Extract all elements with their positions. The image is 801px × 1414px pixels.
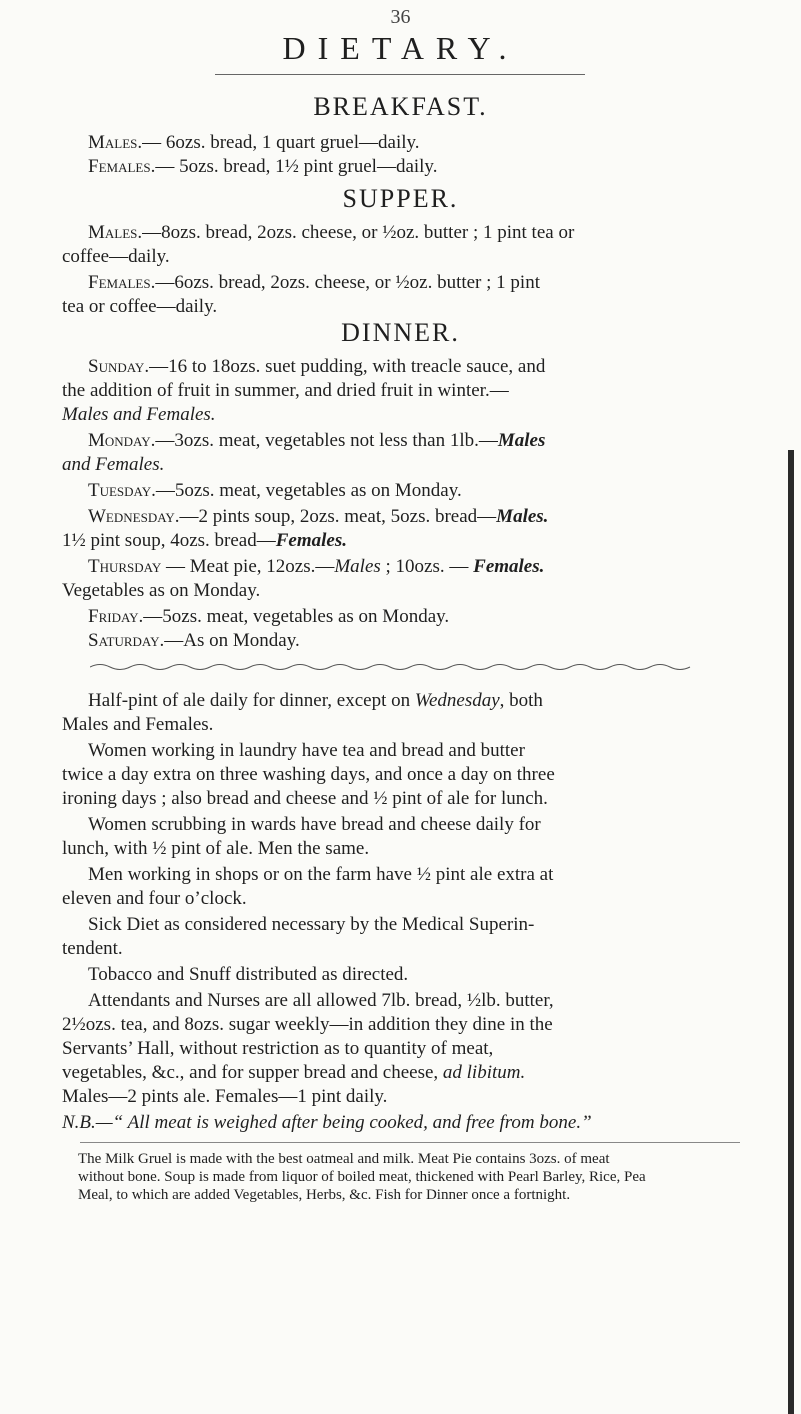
dinner-thursday-cont: Vegetables as on Monday. bbox=[62, 580, 261, 601]
page-title: DIETARY. bbox=[282, 30, 519, 66]
page-number: 36 bbox=[390, 6, 411, 28]
shops-note-cont: eleven and four o’clock. bbox=[62, 888, 247, 909]
emphasis: Males. bbox=[496, 506, 549, 527]
dinner-thursday bbox=[88, 556, 752, 578]
supper-males bbox=[88, 222, 752, 244]
sick-note-cont: tendent. bbox=[62, 938, 123, 959]
ale-note-cont: Males and Females. bbox=[62, 714, 214, 735]
supper-females bbox=[88, 272, 752, 294]
tobacco-note: Tobacco and Snuff distributed as directed. bbox=[88, 964, 409, 985]
text: 1½ pint soup, 4ozs. bread— bbox=[62, 530, 276, 551]
dinner-wednesday bbox=[88, 506, 752, 528]
breakfast-males bbox=[88, 132, 752, 154]
supper-males-cont: coffee—daily. bbox=[62, 246, 170, 267]
dinner-monday bbox=[88, 430, 752, 452]
binding-edge bbox=[788, 450, 794, 1414]
text: —5ozs. meat, vegetables as on Monday. bbox=[155, 480, 462, 501]
dinner-heading: DINNER. bbox=[341, 318, 460, 347]
attendants-note: Attendants and Nurses are all allowed 7lb. bread, ½lb. butter, bbox=[88, 990, 554, 1011]
text: —8ozs. bread, 2ozs. cheese, or ½oz. butter ; 1 pint tea or bbox=[142, 222, 575, 243]
text: —2 pints soup, 2ozs. meat, 5ozs. bread— bbox=[179, 506, 497, 527]
attendants-note-cont4: Males—2 pints ale. Females—1 pint daily. bbox=[62, 1086, 388, 1107]
laundry-note-cont2: ironing days ; also bread and cheese and ½ pint of ale for lunch. bbox=[62, 788, 548, 809]
emphasis: ad libitum. bbox=[442, 1062, 526, 1083]
shops-note: Men working in shops or on the farm have ½ pint ale extra at bbox=[88, 864, 554, 885]
label: Saturday. bbox=[88, 630, 165, 651]
wards-note-cont: lunch, with ½ pint of ale. Men the same. bbox=[62, 838, 370, 859]
text: —16 to 18ozs. suet pudding, with treacle sauce, and bbox=[149, 356, 546, 377]
dinner-sunday-cont2: Males and Females. bbox=[62, 404, 216, 425]
label: Wednesday. bbox=[88, 506, 180, 527]
label: Monday. bbox=[88, 430, 156, 451]
attendants-note-cont3 bbox=[62, 1062, 752, 1084]
emphasis: Females. bbox=[473, 556, 545, 577]
dinner-saturday bbox=[88, 630, 752, 652]
text: —As on Monday. bbox=[164, 630, 300, 651]
nb-note: N.B.—“ All meat is weighed after being cooked, and free from bone.” bbox=[62, 1112, 592, 1133]
footnote-line: The Milk Gruel is made with the best oatmeal and milk. Meat Pie contains 3ozs. of meat bbox=[78, 1151, 610, 1167]
text: ; 10ozs. — bbox=[380, 556, 474, 577]
wards-note: Women scrubbing in wards have bread and cheese daily for bbox=[88, 814, 541, 835]
emphasis: Females. bbox=[275, 530, 347, 551]
emphasis: Males bbox=[497, 430, 546, 451]
label: Tuesday. bbox=[88, 480, 156, 501]
label: Sunday. bbox=[88, 356, 150, 377]
supper-heading: SUPPER. bbox=[342, 184, 459, 213]
label: Thursday bbox=[88, 556, 162, 577]
ale-note bbox=[88, 690, 752, 712]
text: —6ozs. bread, 2ozs. cheese, or ½oz. butter ; 1 pint bbox=[155, 272, 540, 293]
label: Friday. bbox=[88, 606, 144, 627]
text: — 6ozs. bread, 1 quart gruel—daily. bbox=[142, 132, 420, 153]
footnote-rule bbox=[80, 1142, 740, 1143]
emphasis: Wednesday bbox=[414, 690, 500, 711]
footnote-line: Meal, to which are added Vegetables, Herbs, &c. Fish for Dinner once a fortnight. bbox=[78, 1187, 571, 1203]
dinner-sunday-cont: the addition of fruit in summer, and dried fruit in winter.— bbox=[62, 380, 509, 401]
title-rule bbox=[215, 74, 585, 75]
dinner-monday-cont: and Females. bbox=[62, 454, 165, 475]
wavy-divider bbox=[90, 662, 700, 672]
text: vegetables, &c., and for supper bread and cheese, bbox=[62, 1062, 443, 1083]
footnote-line: without bone. Soup is made from liquor of boiled meat, thickened with Pearl Barley, Rice, Pea bbox=[78, 1169, 646, 1185]
label: Females. bbox=[88, 156, 156, 177]
text: —5ozs. meat, vegetables as on Monday. bbox=[143, 606, 450, 627]
text: , both bbox=[499, 690, 543, 711]
attendants-note-cont2: Servants’ Hall, without restriction as to quantity of meat, bbox=[62, 1038, 494, 1059]
attendants-note-cont: 2½ozs. tea, and 8ozs. sugar weekly—in addition they dine in the bbox=[62, 1014, 553, 1035]
laundry-note-cont: twice a day extra on three washing days, and once a day on three bbox=[62, 764, 555, 785]
label: Males. bbox=[88, 132, 143, 153]
text: —3ozs. meat, vegetables not less than 1lb.— bbox=[155, 430, 498, 451]
laundry-note: Women working in laundry have tea and bread and butter bbox=[88, 740, 525, 761]
label: Females. bbox=[88, 272, 156, 293]
text: — Meat pie, 12ozs.— bbox=[161, 556, 335, 577]
breakfast-heading: BREAKFAST. bbox=[313, 92, 488, 121]
emphasis: Males bbox=[334, 556, 381, 577]
dinner-tuesday bbox=[88, 480, 752, 502]
breakfast-females bbox=[88, 156, 752, 178]
label: Males. bbox=[88, 222, 143, 243]
text: Half-pint of ale daily for dinner, except on bbox=[88, 690, 415, 711]
supper-females-cont: tea or coffee—daily. bbox=[62, 296, 218, 317]
dinner-friday bbox=[88, 606, 752, 628]
dinner-sunday bbox=[88, 356, 752, 378]
text: — 5ozs. bread, 1½ pint gruel—daily. bbox=[155, 156, 438, 177]
sick-note: Sick Diet as considered necessary by the Medical Superin- bbox=[88, 914, 535, 935]
dinner-wednesday-cont bbox=[62, 530, 752, 552]
